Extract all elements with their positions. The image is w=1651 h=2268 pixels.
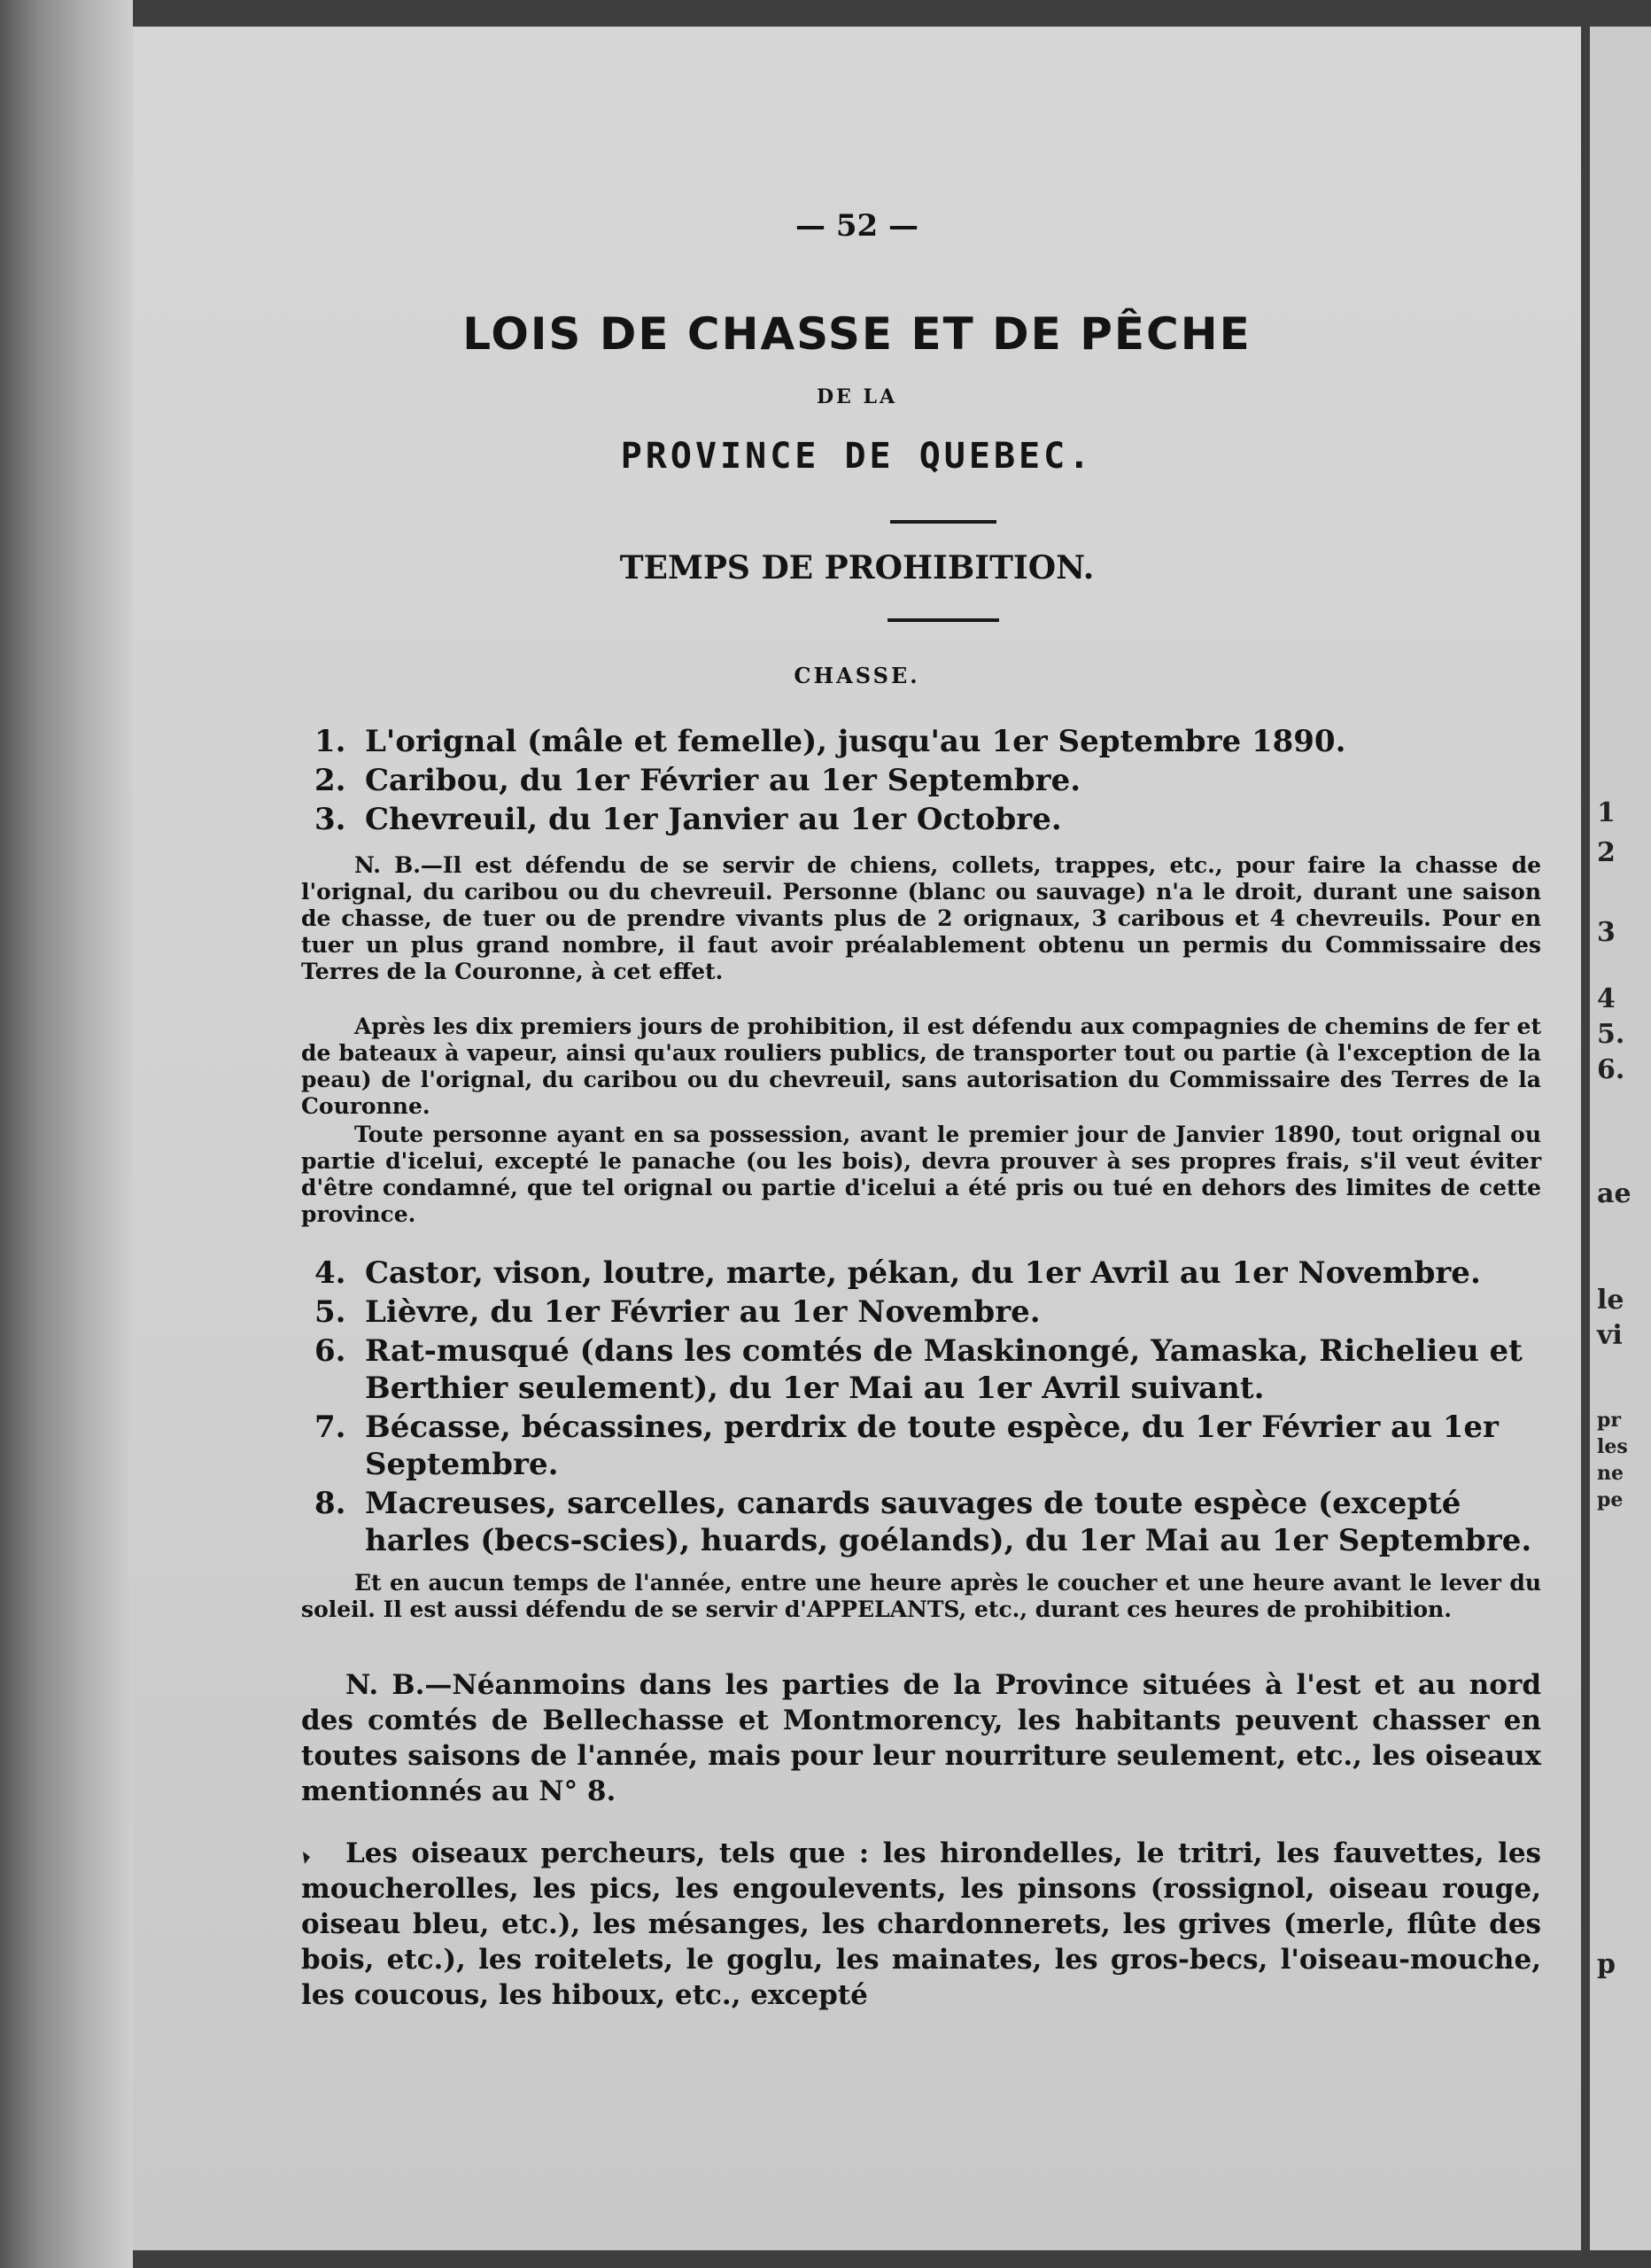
title-divider (890, 520, 996, 524)
adjacent-page-edge (1590, 27, 1651, 2250)
list-item-text: Castor, vison, loutre, marte, pékan, du 1er Avril au 1er Novembre. (365, 1255, 1481, 1291)
note-paragraph (301, 852, 1541, 985)
note-paragraph (301, 1836, 1541, 2013)
note-text: N. B.—Néanmoins dans les parties de la Province situées à l'est et au nord des comtés de Bellechasse et Montmorency, les habitants peuvent chasser en toutes saisons de l'année, mais pour leur nourriture seulement, etc., les oiseaux mentionnés au N° 8. (301, 1669, 1541, 1807)
section-heading: TEMPS DE PROHIBITION. (619, 549, 1095, 586)
list-item-text: Chevreuil, du 1er Janvier au 1er Octobre. (365, 802, 1062, 837)
fragment-text: les (1597, 1435, 1628, 1458)
note-paragraph (301, 1570, 1541, 1623)
section-divider (888, 618, 999, 622)
list-item (314, 762, 1554, 799)
note-text: N. B.—Il est défendu de se servir de chiens, collets, trappes, etc., pour faire la chasse de l'orignal, du caribou ou du chevreuil. Personne (blanc ou sauvage) n'a le droit, durant une saison de chasse, de tuer ou de prendre vivants plus de 2 orignaux, 3 caribous et 4 chevreuils. Pour en tuer un plus grand nombre, il faut avoir préalablement obtenu un permis du Commissaire des Terres de la Couronne, à cet effet. (301, 852, 1541, 984)
list-item-number: 1. (314, 724, 346, 759)
list-item-number: 8. (314, 1486, 346, 1521)
list-item-number: 2. (314, 763, 346, 798)
page-number: — 52 — (795, 208, 919, 244)
page-title: LOIS DE CHASSE ET DE PÊCHE (462, 308, 1252, 360)
list-item-number: 3. (314, 802, 346, 837)
province-title: PROVINCE DE QUEBEC. (620, 436, 1094, 477)
fragment-text: pr (1597, 1409, 1621, 1432)
list-item-number: 6. (314, 1333, 346, 1369)
fragment-text: ne (1597, 1462, 1624, 1485)
list-item (314, 1254, 1554, 1292)
title-connector: DE LA (816, 385, 898, 408)
note-text: Les oiseaux percheurs, tels que : les hirondelles, le tritri, les fauvettes, les moucherolles, les pics, les engoulevents, les pinsons (rossignol, oiseau rouge, oiseau bleu, etc.), les mésanges, les chardonnerets, les grives (merle, flûte des bois, etc.), les roitelets, le goglu, les mainates, les gros-becs, l'oiseau-mouche, les coucous, les hiboux, etc., excepté (301, 1837, 1541, 2011)
note-paragraph (301, 1122, 1541, 1228)
list-item-text: Rat-musqué (dans les comtés de Maskinongé, Yamaska, Richelieu et Berthier seulement), du 1er Mai au 1er Avril suivant. (365, 1333, 1523, 1406)
list-item-text: Caribou, du 1er Février au 1er Septembre. (365, 763, 1081, 798)
fragment-text: 2 (1597, 837, 1616, 868)
list-item (314, 1332, 1554, 1407)
list-item-text: Bécasse, bécassines, perdrix de toute espèce, du 1er Février au 1er Septembre. (365, 1410, 1499, 1482)
list-item-text: Macreuses, sarcelles, canards sauvages de toute espèce (excepté harles (becs-scies), huards, goélands), du 1er Mai au 1er Septembre. (365, 1486, 1532, 1558)
note-paragraph (301, 1014, 1541, 1120)
fragment-text: 4 (1597, 983, 1616, 1014)
list-item (314, 1293, 1554, 1331)
note-paragraph (301, 1667, 1541, 1809)
fragment-text: le (1597, 1285, 1624, 1316)
note-text: Après les dix premiers jours de prohibition, il est défendu aux compagnies de chemins de fer et de bateaux à vapeur, ainsi qu'aux rouliers publics, de transporter tout ou partie (à l'exception de la peau) de l'orignal, du caribou ou du chevreuil, sans autorisation du Commissaire des Terres de la Couronne. (301, 1014, 1541, 1119)
fragment-text: 6. (1597, 1054, 1625, 1085)
fragment-text: pe (1597, 1488, 1624, 1511)
subsection-heading: CHASSE. (794, 663, 920, 688)
list-item-number: 4. (314, 1255, 346, 1291)
list-item (314, 1485, 1554, 1559)
note-text: Et en aucun temps de l'année, entre une heure après le coucher et une heure avant le lever du soleil. Il est aussi défendu de se servir d'APPELANTS, etc., durant ces heures de prohibition. (301, 1570, 1541, 1622)
document-page (133, 27, 1581, 2250)
list-item-text: L'orignal (mâle et femelle), jusqu'au 1er Septembre 1890. (365, 724, 1346, 759)
fragment-text: p (1597, 1949, 1616, 1980)
list-item-text: Lièvre, du 1er Février au 1er Novembre. (365, 1294, 1041, 1330)
list-item (314, 801, 1554, 838)
list-item (314, 1409, 1554, 1483)
list-item (314, 723, 1554, 760)
list-item-number: 5. (314, 1294, 346, 1330)
fragment-text: 1 (1597, 797, 1616, 828)
fragment-text: vi (1597, 1320, 1623, 1351)
book-spine (0, 0, 133, 2268)
fragment-text: 3 (1597, 917, 1616, 948)
fragment-text: 5. (1597, 1019, 1625, 1050)
note-text: Toute personne ayant en sa possession, avant le premier jour de Janvier 1890, tout orignal ou partie d'icelui, excepté le panache (ou les bois), devra prouver à ses propres frais, s'il veut éviter d'être condamné, que tel orignal ou partie d'icelui a été pris ou tué en dehors des limites de cette province. (301, 1122, 1541, 1227)
list-item-number: 7. (314, 1410, 346, 1445)
fragment-text: ae (1597, 1178, 1632, 1209)
